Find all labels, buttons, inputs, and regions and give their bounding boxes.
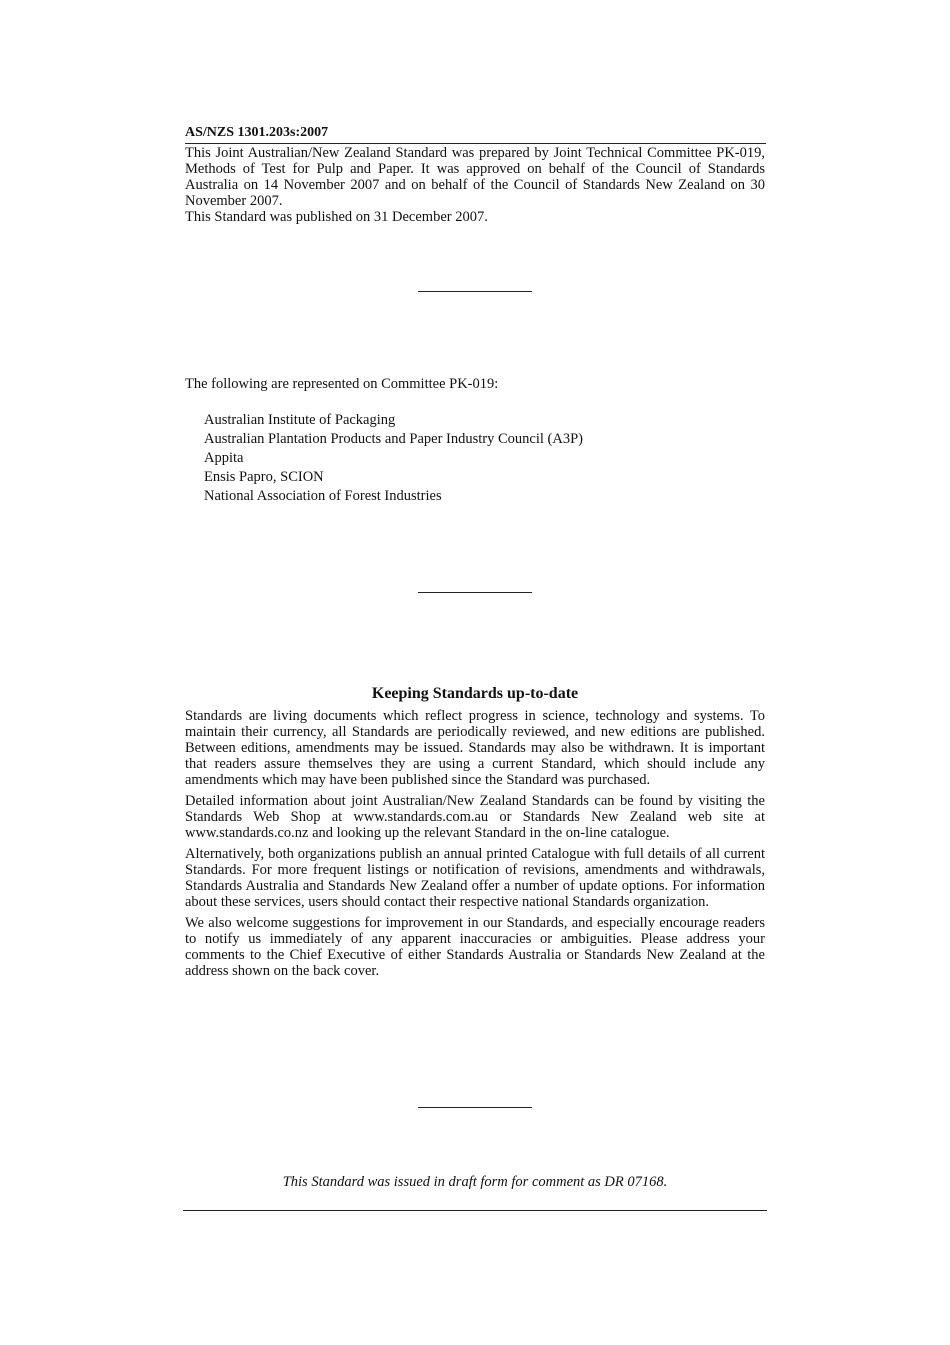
separator-rule [418, 291, 532, 292]
keeping-up-to-date-body [185, 708, 765, 979]
body-paragraph: Detailed information about joint Australian/New Zealand Standards can be found by visiting the Standards Web Shop at www.standards.com.au or Standards New Zealand web site at www.standards.co.nz and looking up the relevant Standard in the on-line catalogue. [185, 793, 765, 841]
standard-number: AS/NZS 1301.203s:2007 [185, 125, 329, 140]
preparation-block [185, 145, 765, 225]
list-item: Appita [204, 450, 244, 466]
committee-member-list [204, 411, 583, 506]
body-paragraph: We also welcome suggestions for improvement in our Standards, and especially encourage readers to notify us immediately of any apparent inaccuracies or ambiguities. Please address your comments to the Chief Executive of either Standards Australia or Standards New Zealand at the address shown on the back cover. [185, 915, 765, 979]
publication-date: This Standard was published on 31 December 2007. [185, 209, 488, 225]
footer-rule [183, 1210, 767, 1211]
body-paragraph: Standards are living documents which reflect progress in science, technology and systems. To maintain their currency, all Standards are periodically reviewed, and new editions are published. Between editions, amendments may be issued. Standards may also be withdrawn. It is important that readers assure themselves they are using a current Standard, which should include any amendments which may have been published since the Standard was purchased. [185, 708, 765, 788]
separator-rule [418, 1107, 532, 1108]
list-item: National Association of Forest Industries [204, 488, 442, 504]
draft-note: This Standard was issued in draft form for comment as DR 07168. [282, 1174, 668, 1190]
separator-rule [418, 592, 532, 593]
committee-intro: The following are represented on Committee PK-019: [185, 376, 499, 392]
header-rule [185, 143, 766, 144]
section-title: Keeping Standards up-to-date [371, 685, 579, 702]
body-paragraph: Alternatively, both organizations publish an annual printed Catalogue with full details of all current Standards. For more frequent listings or notification of revisions, amendments and withdrawals, Standards Australia and Standards New Zealand offer a number of update options. For information about these services, users should contact their respective national Standards organization. [185, 846, 765, 910]
preparation-paragraph: This Joint Australian/New Zealand Standard was prepared by Joint Technical Committee PK-019, Methods of Test for Pulp and Paper. It was approved on behalf of the Council of Standards Australia on 14 November 2007 and on behalf of the Council of Standards New Zealand on 30 November 2007. [185, 145, 765, 209]
list-item: Australian Institute of Packaging [204, 412, 396, 428]
list-item: Ensis Papro, SCION [204, 469, 324, 485]
list-item: Australian Plantation Products and Paper Industry Council (A3P) [204, 431, 583, 447]
